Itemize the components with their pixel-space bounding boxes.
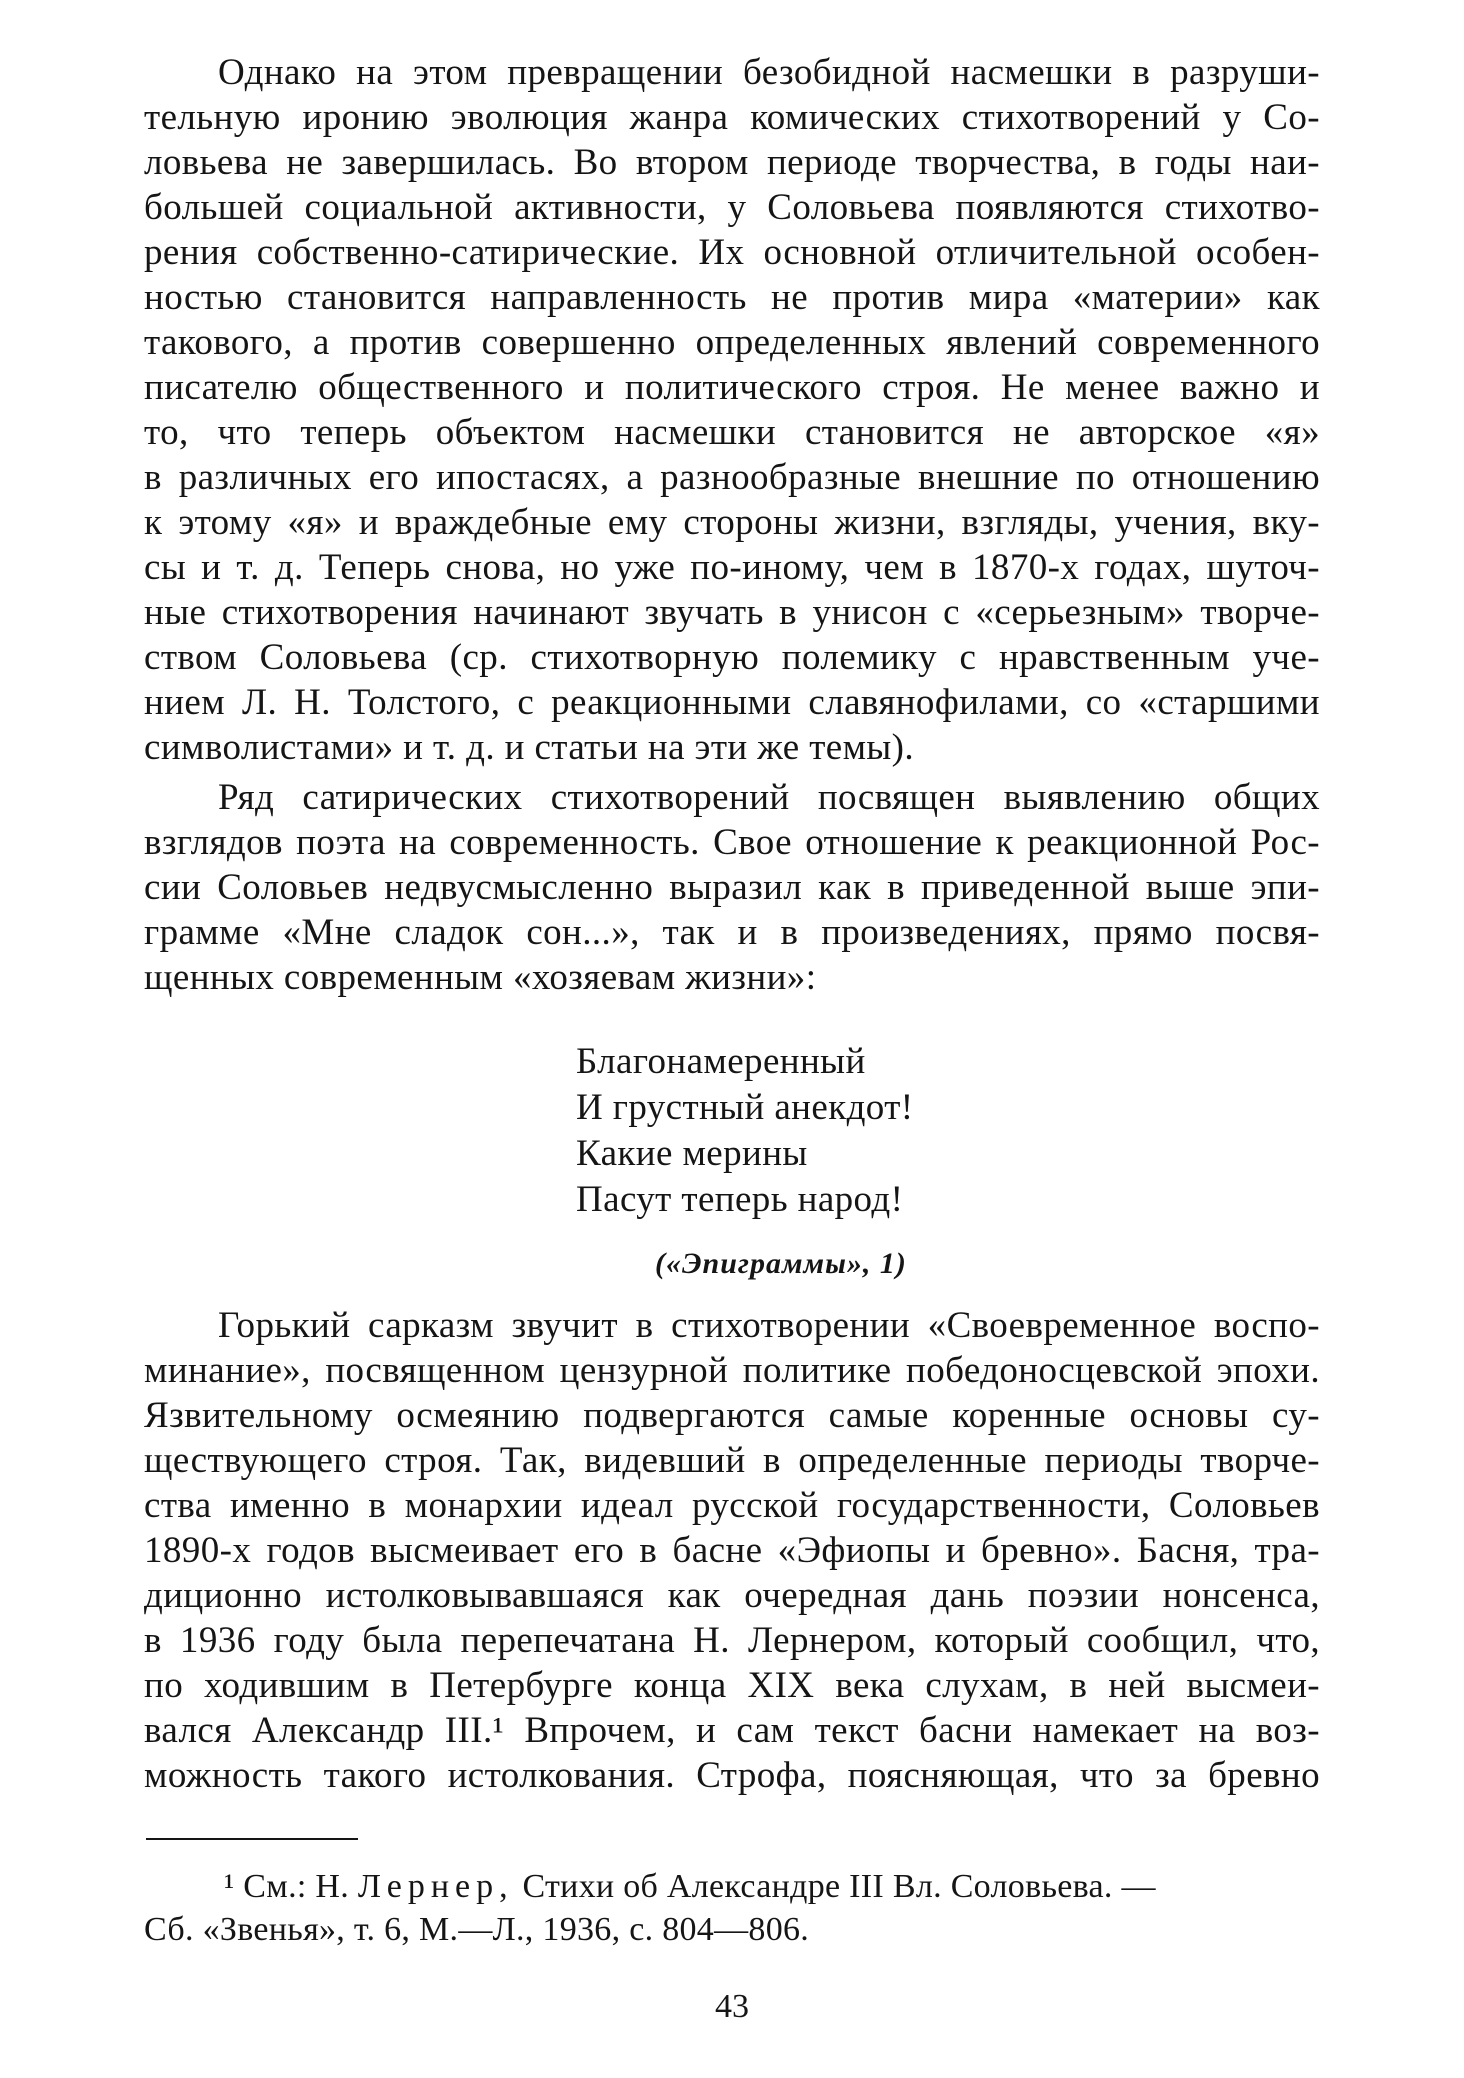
text-line: ные стихотворения начинают звучать в унисон с «серьезным» творче- — [144, 592, 1320, 633]
text-line: Ряд сатирических стихотворений посвящен выявлению общих — [218, 777, 1320, 818]
text-line: минание», посвященном цензурной политике победоносцевской эпохи. — [144, 1350, 1320, 1391]
text-line: большей социальной активности, у Соловьева появляются стихотво- — [144, 187, 1320, 228]
text-line: 1890-х годов высмеивает его в басне «Эфиопы и бревно». Басня, тра- — [144, 1530, 1320, 1571]
text-line: ловьева не завершилась. Во втором периоде творчества, в годы наи- — [144, 142, 1320, 183]
text-line: ществующего строя. Так, видевший в определенные периоды творче- — [144, 1440, 1320, 1481]
text-line: ностью становится направленность не против мира «материи» как — [144, 277, 1320, 318]
text-line: вался Александр III.¹ Впрочем, и сам текст басни намекает на воз- — [144, 1710, 1320, 1751]
text-line: нием Л. Н. Толстого, с реакционными славянофилами, со «старшими — [144, 682, 1320, 723]
text-line: рения собственно-сатирические. Их основной отличительной особен- — [144, 232, 1320, 273]
text-line: в 1936 году была перепечатана Н. Лернером, который сообщил, что, — [144, 1620, 1320, 1661]
text-line: грамме «Мне сладок сон...», так и в произведениях, прямо посвя- — [144, 912, 1320, 953]
text-line: такового, а против совершенно определенных явлений современного — [144, 322, 1320, 363]
text-line: Однако на этом превращении безобидной насмешки в разруши- — [218, 52, 1320, 93]
footnote-rule — [146, 1838, 358, 1840]
text-line: щенных современным «хозяевам жизни»: — [144, 957, 817, 998]
text-line: взглядов поэта на современность. Свое отношение к реакционной Рос- — [144, 822, 1320, 863]
text-line: диционно истолковывавшаяся как очередная дань поэзии нонсенса, — [144, 1575, 1320, 1616]
text-line: ством Соловьева (ср. стихотворную полемику с нравственным уче- — [144, 637, 1320, 678]
verse-line: Пасут теперь народ! — [576, 1179, 904, 1220]
verse-source: («Эпиграммы», 1) — [655, 1247, 907, 1280]
text-line: Язвительному осмеянию подвергаются самые коренные основы су- — [144, 1395, 1320, 1436]
text-line: по ходившим в Петербурге конца XIX века слухам, в ней высмеи- — [144, 1665, 1320, 1706]
page-number: 43 — [715, 1988, 749, 2025]
verse-line: Какие мерины — [576, 1133, 808, 1174]
text-line: символистами» и т. д. и статьи на эти же темы). — [144, 727, 915, 768]
text-line: тельную иронию эволюция жанра комических стихотворений у Со- — [144, 97, 1320, 138]
text-line: то, что теперь объектом насмешки становится не авторское «я» — [144, 412, 1320, 453]
verse-line: Благонамеренный — [576, 1041, 866, 1082]
text-line: писателю общественного и политического строя. Не менее важно и — [144, 367, 1320, 408]
text-line: сии Соловьев недвусмысленно выразил как в приведенной выше эпи- — [144, 867, 1320, 908]
footnote-author: Лернер, — [357, 1868, 514, 1905]
text-line: Горький сарказм звучит в стихотворении «Своевременное воспо- — [218, 1305, 1320, 1346]
text-line: ства именно в монархии идеал русской государственности, Соловьев — [144, 1485, 1320, 1526]
text-line: сы и т. д. Теперь снова, но уже по-иному, чем в 1870-х годах, шуточ- — [144, 547, 1320, 588]
footnote-line — [224, 1867, 1156, 1907]
text-line: к этому «я» и враждебные ему стороны жизни, взгляды, учения, вку- — [144, 502, 1320, 543]
verse-line: И грустный анекдот! — [576, 1087, 914, 1128]
footnote-see: ¹ См.: Н. — [224, 1868, 350, 1905]
text-line: в различных его ипостасях, а разнообразные внешние по отношению — [144, 457, 1320, 498]
footnote-title: Стихи об Александре III Вл. Соловьева. — — [522, 1868, 1156, 1905]
footnote-line: Сб. «Звенья», т. 6, М.—Л., 1936, с. 804—806. — [144, 1911, 810, 1948]
text-line: можность такого истолкования. Строфа, поясняющая, что за бревно — [144, 1755, 1320, 1796]
